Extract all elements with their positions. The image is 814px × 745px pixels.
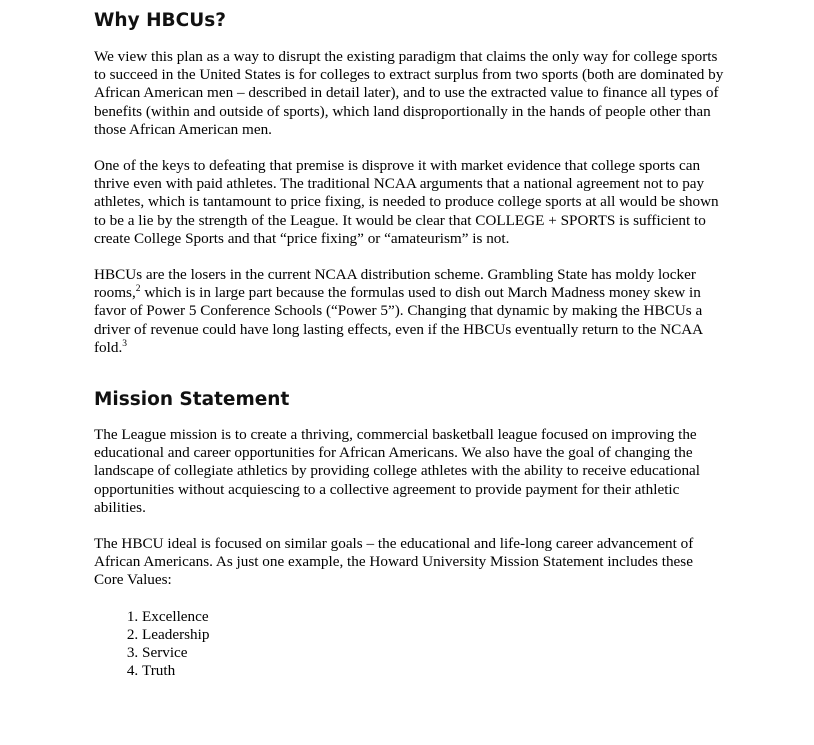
document-page (94, 0, 724, 680)
list-item: 4. Truth (142, 662, 724, 680)
section-heading-why-hbcus: Why HBCUs? (94, 10, 227, 31)
paragraph-why-3-text-b: which is in large part because the formulas used to dish out March Madness money skew in favor of Power 5 Conference Schools (“Power 5”). Changing that dynamic by making the HBCUs a driver of revenue could have long lasting effects, even if the HBCUs eventually return to the NCAA fold. (94, 284, 703, 356)
footnote-marker-3: 3 (122, 338, 128, 349)
list-item: 3. Service (142, 644, 724, 662)
paragraph-why-2: One of the keys to defeating that premise is disprove it with market evidence that college sports can thrive even with paid athletes. The traditional NCAA arguments that a national agreement not to pay athletes, which is tantamount to price fixing, is needed to produce college sports at all would be shown to be a lie by the strength of the League. It would be clear that COLLEGE + SPORTS is sufficient to create College Sports and that “price fixing” or “amateurism” is not. (94, 157, 719, 247)
core-values-list (94, 608, 724, 681)
paragraph-why-3 (94, 266, 724, 357)
paragraph-mission-2: The HBCU ideal is focused on similar goals – the educational and life-long career advancement of African Americans. As just one example, the Howard University Mission Statement includes these Core Values: (94, 535, 694, 589)
paragraph-mission-1: The League mission is to create a thriving, commercial basketball league focused on improving the educational and career opportunities for African Americans. We also have the goal of changing the landscape of collegiate athletics by providing college athletes with the ability to receive educational opportunities without acquiescing to a collective agreement to provide payment for their athletic abilities. (94, 426, 701, 516)
paragraph-why-1: We view this plan as a way to disrupt the existing paradigm that claims the only way for college sports to succeed in the United States is for colleges to extract surplus from two sports (both are dominated by African American men – described in detail later), and to use the extracted value to finance all types of benefits (within and outside of sports), which land disproportionally in the hands of people other than those African American men. (94, 48, 724, 138)
list-item: 1. Excellence (142, 608, 724, 626)
section-heading-mission-statement: Mission Statement (94, 389, 290, 411)
list-item: 2. Leadership (142, 626, 724, 644)
footnote-marker-2: 2 (135, 284, 141, 295)
paragraph-why-3-text-a: HBCUs are the losers in the current NCAA distribution scheme. Grambling State has moldy locker rooms, (94, 266, 696, 302)
